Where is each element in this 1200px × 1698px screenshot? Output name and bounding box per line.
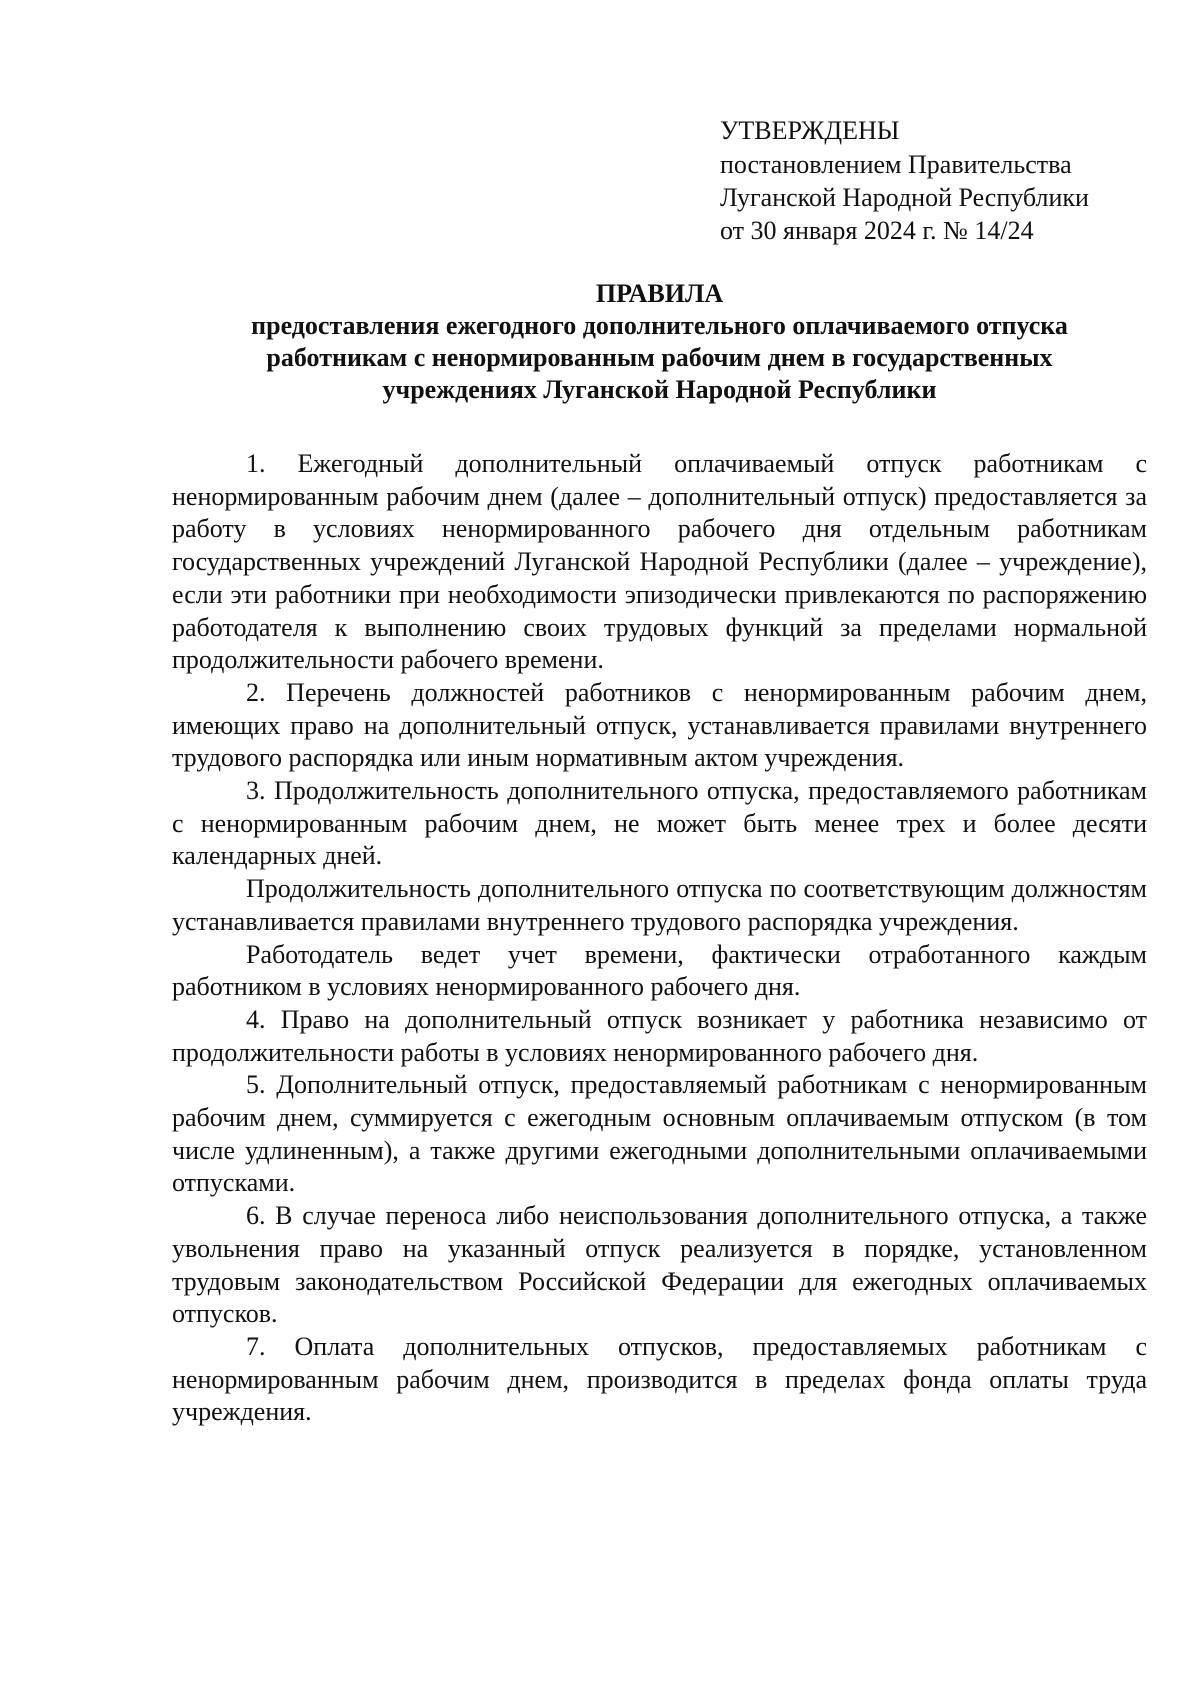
- approval-line: постановлением Правительства: [720, 150, 1072, 179]
- paragraph-3: 3. Продолжительность дополнительного отпуска, предоставляемого работникам с ненормированным рабочим днем, не может быть менее трех и более десяти календарных дней.: [172, 776, 1147, 871]
- title-subtitle-line: учреждениях Луганской Народной Республики: [382, 375, 937, 404]
- title-main: ПРАВИЛА: [595, 279, 724, 308]
- paragraph-1: 1. Ежегодный дополнительный оплачиваемый отпуск работникам с ненормированным рабочим днем (далее – дополнительный отпуск) предоставляется за работу в условиях ненормированного рабочего дня отдельным работникам государственных учреждений Луганской Народной Республики (далее – учреждение), если эти работники при необходимости эпизодически привлекаются по распоряжению работодателя к выполнению своих трудовых функций за пределами нормальной продолжительности рабочего времени.: [172, 449, 1147, 675]
- paragraph-3-accounting: Работодатель ведет учет времени, фактически отработанного каждым работником в условиях ненормированного рабочего дня.: [172, 939, 1147, 1002]
- paragraph-6: 6. В случае переноса либо неиспользования дополнительного отпуска, а также увольнения право на указанный отпуск реализуется в порядке, установленном трудовым законодательством Российской Федерации для ежегодных оплачиваемых отпусков.: [172, 1201, 1147, 1329]
- paragraph-7: 7. Оплата дополнительных отпусков, предоставляемых работникам с ненормированным рабочим днем, производится в пределах фонда оплаты труда учреждения.: [172, 1331, 1147, 1427]
- paragraph-3-duration: Продолжительность дополнительного отпуска по соответствующим должностям устанавливается правилами внутреннего трудового распорядка учреждения.: [172, 874, 1147, 936]
- approval-decree-date: от 30 января 2024 г. № 14/24: [720, 216, 1034, 245]
- title-subtitle-line: работникам с ненормированным рабочим днем в государственных: [266, 343, 1053, 372]
- approval-stamp: [720, 114, 1190, 247]
- paragraph-4: 4. Право на дополнительный отпуск возникает у работника независимо от продолжительности работы в условиях ненормированного рабочего дня.: [172, 1004, 1147, 1067]
- paragraph-5: 5. Дополнительный отпуск, предоставляемый работникам с ненормированным рабочим днем, суммируется с ежегодным основным оплачиваемым отпуском (в том числе удлиненным), а также другими ежегодными дополнительными оплачиваемыми отпусками.: [172, 1070, 1147, 1198]
- approval-heading: УТВЕРЖДЕНЫ: [720, 116, 900, 145]
- document-title: [172, 278, 1147, 406]
- approval-line: Луганской Народной Республики: [720, 183, 1089, 212]
- document-body: [172, 448, 1147, 1429]
- title-subtitle-line: предоставления ежегодного дополнительного оплачиваемого отпуска: [251, 311, 1068, 340]
- paragraph-2: 2. Перечень должностей работников с ненормированным рабочим днем, имеющих право на дополнительный отпуск, устанавливается правилами внутреннего трудового распорядка или иным нормативным актом учреждения.: [172, 677, 1147, 773]
